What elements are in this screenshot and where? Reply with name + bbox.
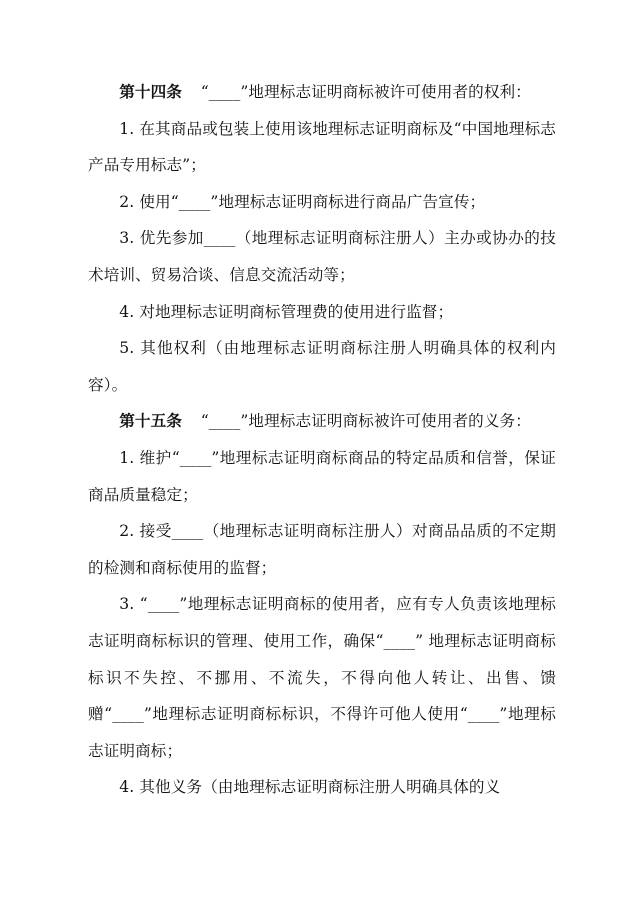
- article-14-item-3: 3. 优先参加____（地理标志证明商标注册人）主办或协办的技术培训、贸易洽谈、信息交流活动等；: [88, 229, 556, 284]
- article-14-item-2: 2. 使用“____”地理标志证明商标进行商品广告宣传；: [119, 192, 486, 211]
- article-14-title: 第十四条: [119, 82, 182, 101]
- article-15-item-1: 1. 维护“____”地理标志证明商标商品的特定品质和信誉，保证商品质量稳定；: [88, 448, 556, 504]
- article-14-item-1: 1. 在其商品或包装上使用该地理标志证明商标及“中国地理标志产品专用标志”；: [88, 119, 556, 175]
- article-15-item-4: 4. 其他义务（由地理标志证明商标注册人明确具体的义: [119, 778, 501, 797]
- article-14-heading: [88, 74, 556, 111]
- article-15-text: “____”地理标志证明商标被许可使用者的义务：: [200, 412, 531, 431]
- document-page: [88, 74, 556, 806]
- article-15-item-3: 3. “____”地理标志证明商标的使用者，应有专人负责该地理标志证明商标标识的管理、使用工作，确保“____” 地理标志证明商标标识不失控、不挪用、不流失，不得向他人转让、出售、馈赠“____”地理标志证明商标标识，不得许可他人使用“____”地理标志证明商标；: [88, 595, 556, 760]
- article-15-item-2: 2. 接受____（地理标志证明商标注册人）对商品品质的不定期的检测和商标使用的监督；: [88, 522, 556, 577]
- article-14-item-4: 4. 对地理标志证明商标管理费的使用进行监督；: [119, 302, 454, 321]
- article-14-text: “____”地理标志证明商标被许可使用者的权利：: [200, 83, 531, 101]
- article-14-item-5: 5. 其他权利（由地理标志证明商标注册人明确具体的权利内容）。: [88, 339, 556, 394]
- article-15-title: 第十五条: [119, 411, 182, 431]
- article-15-heading: [88, 403, 556, 440]
